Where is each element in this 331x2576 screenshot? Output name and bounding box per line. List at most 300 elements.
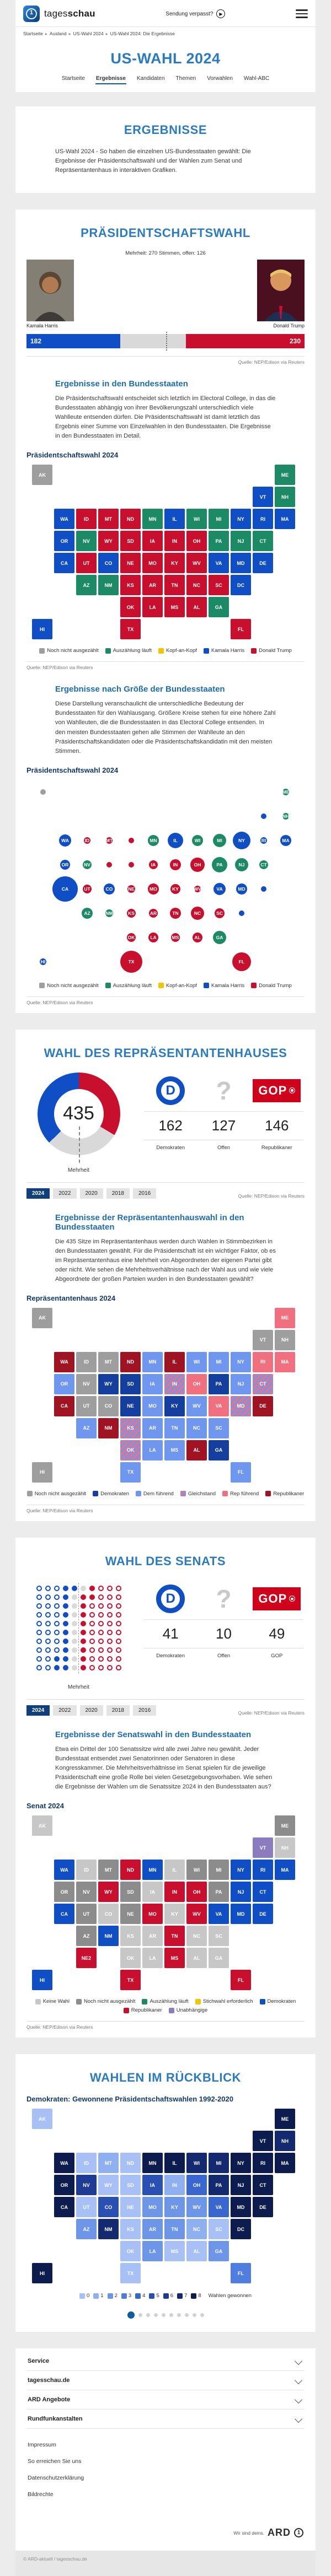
state-tile-NH[interactable]: NH bbox=[275, 1837, 295, 1858]
state-tile-KY[interactable]: KY bbox=[164, 553, 185, 573]
footer-link-so-erreichen-sie-uns[interactable]: So erreichen Sie uns bbox=[28, 2458, 82, 2465]
state-tile-FL[interactable]: FL bbox=[231, 1970, 251, 1990]
state-tile-AZ[interactable]: AZ bbox=[76, 1418, 97, 1438]
state-tile-ND[interactable]: ND bbox=[120, 1860, 141, 1880]
breadcrumb-item[interactable]: US-Wahl 2024: Die Ergebnisse bbox=[110, 31, 175, 36]
pager-dot-9[interactable] bbox=[193, 2313, 196, 2317]
state-tile-IL[interactable]: IL bbox=[164, 1352, 185, 1372]
footer-link-impressum[interactable]: Impressum bbox=[28, 2442, 56, 2449]
state-tile-GA[interactable]: GA bbox=[209, 597, 229, 617]
state-tile-CT[interactable]: CT bbox=[253, 1374, 273, 1394]
state-tile-IN[interactable]: IN bbox=[164, 2175, 185, 2195]
state-tile-ND[interactable]: ND bbox=[120, 509, 141, 529]
footer-accordion-service[interactable] bbox=[26, 2352, 305, 2371]
state-tile-UT[interactable]: UT bbox=[76, 553, 97, 573]
state-tile-ME[interactable]: ME bbox=[275, 465, 295, 485]
state-tile-OH[interactable]: OH bbox=[186, 1882, 207, 1902]
state-tile-WA[interactable]: WA bbox=[54, 1860, 74, 1880]
state-tile-MO[interactable]: MO bbox=[142, 553, 163, 573]
state-tile-MS[interactable]: MS bbox=[164, 1948, 185, 1968]
state-tile-UT[interactable]: UT bbox=[76, 1396, 97, 1416]
state-tile-OR[interactable]: OR bbox=[54, 1374, 74, 1394]
state-tile-MI[interactable]: MI bbox=[209, 2153, 229, 2173]
state-tile-NV[interactable]: NV bbox=[76, 531, 97, 551]
state-tile-HI[interactable]: HI bbox=[32, 2263, 52, 2283]
pager-dot-7[interactable] bbox=[177, 2313, 181, 2317]
state-bubble-WA[interactable]: WA bbox=[59, 834, 71, 847]
state-bubble-NM[interactable]: NM bbox=[105, 910, 113, 916]
state-bubble-IN[interactable]: IN bbox=[170, 859, 181, 870]
tab-startseite[interactable]: Startseite bbox=[61, 76, 85, 82]
state-tile-DE[interactable]: DE bbox=[253, 1904, 273, 1924]
year-chip-2018[interactable]: 2018 bbox=[106, 1705, 130, 1716]
state-tile-TX[interactable]: TX bbox=[120, 1462, 141, 1483]
state-tile-OH[interactable]: OH bbox=[186, 1374, 207, 1394]
state-bubble-NH[interactable]: NH bbox=[282, 813, 290, 819]
breadcrumb-item[interactable]: US-Wahl 2024 bbox=[73, 31, 104, 36]
footer-link-datenschutzerkl-rung[interactable]: Datenschutzerklärung bbox=[28, 2475, 84, 2482]
state-tile-NE[interactable]: NE bbox=[120, 1904, 141, 1924]
state-bubble-DC[interactable] bbox=[239, 910, 244, 916]
state-tile-MA[interactable]: MA bbox=[275, 1352, 295, 1372]
state-tile-IN[interactable]: IN bbox=[164, 1882, 185, 1902]
state-tile-IL[interactable]: IL bbox=[164, 2153, 185, 2173]
state-tile-WI[interactable]: WI bbox=[186, 2153, 207, 2173]
state-tile-SC[interactable]: SC bbox=[209, 2219, 229, 2239]
state-bubble-WV[interactable]: WV bbox=[194, 886, 201, 892]
state-bubble-SC[interactable]: SC bbox=[215, 908, 225, 918]
state-tile-KS[interactable]: KS bbox=[120, 575, 141, 595]
state-tile-NJ[interactable]: NJ bbox=[231, 1374, 251, 1394]
state-tile-CT[interactable]: CT bbox=[253, 2175, 273, 2195]
state-tile-WA[interactable]: WA bbox=[54, 1352, 74, 1372]
state-tile-TN[interactable]: TN bbox=[164, 1926, 185, 1946]
pager-dot-5[interactable] bbox=[162, 2313, 166, 2317]
state-tile-RI[interactable]: RI bbox=[253, 509, 273, 529]
state-bubble-NE[interactable]: NE bbox=[128, 886, 135, 892]
pager-dot-6[interactable] bbox=[169, 2313, 173, 2317]
state-tile-OH[interactable]: OH bbox=[186, 531, 207, 551]
state-tile-GA[interactable]: GA bbox=[209, 1948, 229, 1968]
state-tile-ND[interactable]: ND bbox=[120, 1352, 141, 1372]
state-tile-MT[interactable]: MT bbox=[98, 2153, 119, 2173]
state-bubble-VT[interactable] bbox=[261, 813, 266, 819]
state-tile-MN[interactable]: MN bbox=[142, 1860, 163, 1880]
state-tile-MS[interactable]: MS bbox=[164, 1440, 185, 1461]
state-bubble-NV[interactable]: NV bbox=[83, 860, 92, 869]
state-tile-TN[interactable]: TN bbox=[164, 1418, 185, 1438]
state-tile-DE[interactable]: DE bbox=[253, 2197, 273, 2217]
state-tile-OR[interactable]: OR bbox=[54, 1882, 74, 1902]
state-tile-GA[interactable]: GA bbox=[209, 2241, 229, 2261]
state-tile-AL[interactable]: AL bbox=[186, 1440, 207, 1461]
pager-dot-8[interactable] bbox=[185, 2313, 189, 2317]
state-bubble-UT[interactable]: UT bbox=[83, 885, 92, 893]
state-tile-NM[interactable]: NM bbox=[98, 1926, 119, 1946]
state-tile-AK[interactable]: AK bbox=[32, 1308, 52, 1328]
state-tile-MT[interactable]: MT bbox=[98, 1352, 119, 1372]
state-tile-KS[interactable]: KS bbox=[120, 2219, 141, 2239]
state-bubble-DE[interactable] bbox=[261, 886, 266, 892]
pager-dot-4[interactable] bbox=[154, 2313, 158, 2317]
state-tile-AZ[interactable]: AZ bbox=[76, 1926, 97, 1946]
state-tile-NV[interactable]: NV bbox=[76, 1882, 97, 1902]
state-tile-AK[interactable]: AK bbox=[32, 465, 52, 485]
footer-accordion-ard-angebote[interactable] bbox=[26, 2390, 305, 2410]
state-tile-MO[interactable]: MO bbox=[142, 2197, 163, 2217]
state-tile-KS[interactable]: KS bbox=[120, 1926, 141, 1946]
state-tile-OR[interactable]: OR bbox=[54, 531, 74, 551]
state-tile-NY[interactable]: NY bbox=[231, 1860, 251, 1880]
state-bubble-ME[interactable]: ME bbox=[282, 789, 290, 795]
state-tile-VT[interactable]: VT bbox=[253, 487, 273, 507]
state-tile-IA[interactable]: IA bbox=[142, 531, 163, 551]
state-tile-CO[interactable]: CO bbox=[98, 553, 119, 573]
senate-seat-99 bbox=[107, 1665, 113, 1670]
tab-ergebnisse[interactable]: Ergebnisse bbox=[95, 74, 126, 84]
state-tile-KY[interactable]: KY bbox=[164, 1904, 185, 1924]
state-bubble-MO[interactable]: MO bbox=[148, 883, 159, 894]
state-bubble-SD[interactable] bbox=[129, 862, 134, 867]
breadcrumb-separator-icon: ▸ bbox=[105, 31, 108, 36]
state-tile-CO[interactable]: CO bbox=[98, 1904, 119, 1924]
state-tile-WV[interactable]: WV bbox=[186, 1396, 207, 1416]
state-tile-AL[interactable]: AL bbox=[186, 1948, 207, 1968]
pager-dot-1[interactable] bbox=[127, 2311, 135, 2319]
footer-accordion-tagesschau-de[interactable] bbox=[26, 2371, 305, 2390]
year-chip-2020[interactable]: 2020 bbox=[80, 1705, 103, 1716]
state-bubble-CT[interactable]: CT bbox=[259, 860, 268, 869]
state-tile-TN[interactable]: TN bbox=[164, 2219, 185, 2239]
state-tile-AK[interactable]: AK bbox=[32, 1815, 52, 1836]
tab-kandidaten[interactable]: Kandidaten bbox=[136, 76, 165, 82]
state-tile-NJ[interactable]: NJ bbox=[231, 531, 251, 551]
state-bubble-LA[interactable]: LA bbox=[148, 933, 158, 942]
state-bubble-RI[interactable]: RI bbox=[261, 837, 266, 843]
state-tile-AR[interactable]: AR bbox=[142, 575, 163, 595]
state-tile-WI[interactable]: WI bbox=[186, 1860, 207, 1880]
state-tile-DE[interactable]: DE bbox=[253, 1396, 273, 1416]
year-chip-2016[interactable]: 2016 bbox=[133, 1188, 156, 1199]
year-chip-2024[interactable]: 2024 bbox=[26, 1705, 50, 1716]
state-tile-AZ[interactable]: AZ bbox=[76, 575, 97, 595]
pager-dot-10[interactable] bbox=[200, 2313, 204, 2317]
state-tile-LA[interactable]: LA bbox=[142, 1440, 163, 1461]
state-tile-AL[interactable]: AL bbox=[186, 2241, 207, 2261]
tab-vorwahlen[interactable]: Vorwahlen bbox=[207, 76, 233, 82]
state-bubble-MD[interactable]: MD bbox=[236, 883, 247, 894]
state-tile-MT[interactable]: MT bbox=[98, 509, 119, 529]
state-tile-MO[interactable]: MO bbox=[142, 1904, 163, 1924]
state-tile-ND[interactable]: ND bbox=[120, 2153, 141, 2173]
state-tile-WA[interactable]: WA bbox=[54, 509, 74, 529]
legend-swatch-tied bbox=[158, 648, 164, 654]
state-tile-MN[interactable]: MN bbox=[142, 509, 163, 529]
state-tile-NV[interactable]: NV bbox=[76, 1374, 97, 1394]
state-tile-IA[interactable]: IA bbox=[142, 2175, 163, 2195]
year-chip-2022[interactable]: 2022 bbox=[53, 1705, 76, 1716]
state-tile-LA[interactable]: LA bbox=[142, 2241, 163, 2261]
state-tile-NY[interactable]: NY bbox=[231, 1352, 251, 1372]
state-tile-CA[interactable]: CA bbox=[54, 553, 74, 573]
state-tile-AR[interactable]: AR bbox=[142, 2219, 163, 2239]
state-bubble-OK[interactable]: OK bbox=[127, 933, 136, 942]
state-bubble-HI[interactable]: HI bbox=[40, 958, 46, 964]
state-tile-NE[interactable]: NE bbox=[120, 2197, 141, 2217]
state-tile-MD[interactable]: MD bbox=[231, 1904, 251, 1924]
state-tile-WY[interactable]: WY bbox=[98, 531, 119, 551]
state-tile-SC[interactable]: SC bbox=[209, 1926, 229, 1946]
state-tile-DC[interactable]: DC bbox=[231, 575, 251, 595]
state-tile-NC[interactable]: NC bbox=[186, 1418, 207, 1438]
state-tile-OR[interactable]: OR bbox=[54, 2175, 74, 2195]
state-tile-LA[interactable]: LA bbox=[142, 1948, 163, 1968]
state-bubble-TX[interactable]: TX bbox=[120, 951, 142, 973]
state-tile-IL[interactable]: IL bbox=[164, 509, 185, 529]
state-tile-AR[interactable]: AR bbox=[142, 1926, 163, 1946]
state-tile-VT[interactable]: VT bbox=[253, 1330, 273, 1350]
state-tile-SC[interactable]: SC bbox=[209, 1418, 229, 1438]
state-tile-MI[interactable]: MI bbox=[209, 1352, 229, 1372]
state-tile-FL[interactable]: FL bbox=[231, 619, 251, 639]
state-tile-WI[interactable]: WI bbox=[186, 1352, 207, 1372]
state-tile-NM[interactable]: NM bbox=[98, 575, 119, 595]
state-tile-AZ[interactable]: AZ bbox=[76, 2219, 97, 2239]
state-tile-NV[interactable]: NV bbox=[76, 2175, 97, 2195]
footer-link-bildrechte[interactable]: Bildrechte bbox=[28, 2491, 54, 2498]
state-tile-TX[interactable]: TX bbox=[120, 2263, 141, 2283]
state-tile-NH[interactable]: NH bbox=[275, 1330, 295, 1350]
state-tile-CA[interactable]: CA bbox=[54, 2197, 74, 2217]
state-tile-VA[interactable]: VA bbox=[209, 553, 229, 573]
state-tile-KY[interactable]: KY bbox=[164, 2197, 185, 2217]
state-tile-DC[interactable]: DC bbox=[231, 2219, 251, 2239]
state-tile-NY[interactable]: NY bbox=[231, 509, 251, 529]
state-bubble-ID[interactable]: ID bbox=[84, 837, 90, 843]
state-tile-TN[interactable]: TN bbox=[164, 575, 185, 595]
state-tile-PA[interactable]: PA bbox=[209, 1882, 229, 1902]
state-tile-ME[interactable]: ME bbox=[275, 1308, 295, 1328]
state-tile-CA[interactable]: CA bbox=[54, 1904, 74, 1924]
state-tile-TX[interactable]: TX bbox=[120, 1970, 141, 1990]
state-tile-VA[interactable]: VA bbox=[209, 1396, 229, 1416]
state-tile-IN[interactable]: IN bbox=[164, 531, 185, 551]
state-bubble-MN[interactable]: MN bbox=[148, 835, 159, 846]
state-tile-MN[interactable]: MN bbox=[142, 2153, 163, 2173]
state-tile-CO[interactable]: CO bbox=[98, 1396, 119, 1416]
state-tile-MS[interactable]: MS bbox=[164, 597, 185, 617]
state-tile-ID[interactable]: ID bbox=[76, 1860, 97, 1880]
state-tile-IA[interactable]: IA bbox=[142, 1374, 163, 1394]
state-tile-WI[interactable]: WI bbox=[186, 509, 207, 529]
state-bubble-AR[interactable]: AR bbox=[149, 909, 158, 918]
state-bubble-MA[interactable]: MA bbox=[280, 835, 291, 846]
state-tile-PA[interactable]: PA bbox=[209, 2175, 229, 2195]
state-tile-ID[interactable]: ID bbox=[76, 1352, 97, 1372]
state-bubble-MI[interactable]: MI bbox=[213, 834, 226, 847]
footer-accordion-rundfunkanstalten[interactable] bbox=[26, 2410, 305, 2429]
state-bubble-NY[interactable]: NY bbox=[233, 832, 250, 849]
state-bubble-TN[interactable]: TN bbox=[170, 908, 181, 919]
state-bubble-VA[interactable]: VA bbox=[213, 883, 226, 895]
state-tile-IL[interactable]: IL bbox=[164, 1860, 185, 1880]
state-bubble-AL[interactable]: AL bbox=[193, 933, 202, 942]
state-tile-MS[interactable]: MS bbox=[164, 2241, 185, 2261]
state-tile-WV[interactable]: WV bbox=[186, 1904, 207, 1924]
pager-dot-2[interactable] bbox=[138, 2313, 142, 2317]
state-bubble-WY[interactable] bbox=[106, 862, 112, 867]
state-bubble-ND[interactable] bbox=[129, 838, 134, 843]
state-tile-UT[interactable]: UT bbox=[76, 1904, 97, 1924]
state-tile-KY[interactable]: KY bbox=[164, 1396, 185, 1416]
state-tile-SD[interactable]: SD bbox=[120, 2175, 141, 2195]
state-tile-ID[interactable]: ID bbox=[76, 2153, 97, 2173]
state-tile-VT[interactable]: VT bbox=[253, 1837, 273, 1858]
state-tile-SC[interactable]: SC bbox=[209, 575, 229, 595]
state-tile-MN[interactable]: MN bbox=[142, 1352, 163, 1372]
state-tile-HI[interactable]: HI bbox=[32, 619, 52, 639]
state-tile-NJ[interactable]: NJ bbox=[231, 2175, 251, 2195]
year-chip-2018[interactable]: 2018 bbox=[106, 1188, 130, 1199]
state-tile-FL[interactable]: FL bbox=[231, 2263, 251, 2283]
state-tile-OK[interactable]: OK bbox=[120, 1440, 141, 1461]
state-tile-MA[interactable]: MA bbox=[275, 2153, 295, 2173]
state-tile-SD[interactable]: SD bbox=[120, 1374, 141, 1394]
state-bubble-MT[interactable]: MT bbox=[105, 837, 113, 843]
state-tile-WY[interactable]: WY bbox=[98, 1374, 119, 1394]
scale-step-8 bbox=[191, 2293, 201, 2299]
state-tile-CT[interactable]: CT bbox=[253, 531, 273, 551]
state-tile-RI[interactable]: RI bbox=[253, 1352, 273, 1372]
state-bubble-NJ[interactable]: NJ bbox=[235, 858, 248, 871]
state-tile-ME[interactable]: ME bbox=[275, 2109, 295, 2129]
state-tile-PA[interactable]: PA bbox=[209, 531, 229, 551]
state-tile-MI[interactable]: MI bbox=[209, 1860, 229, 1880]
state-tile-NC[interactable]: NC bbox=[186, 575, 207, 595]
state-bubble-OH[interactable]: OH bbox=[190, 858, 205, 872]
state-tile-IA[interactable]: IA bbox=[142, 1882, 163, 1902]
state-tile-IN[interactable]: IN bbox=[164, 1374, 185, 1394]
state-tile-WY[interactable]: WY bbox=[98, 2175, 119, 2195]
state-bubble-AK[interactable] bbox=[40, 789, 46, 795]
tab-themen[interactable]: Themen bbox=[175, 76, 196, 82]
state-tile-WV[interactable]: WV bbox=[186, 553, 207, 573]
state-tile-MA[interactable]: MA bbox=[275, 1860, 295, 1880]
state-tile-PA[interactable]: PA bbox=[209, 1374, 229, 1394]
state-tile-NJ[interactable]: NJ bbox=[231, 1882, 251, 1902]
state-bubble-GA[interactable]: GA bbox=[213, 931, 226, 944]
state-tile-VT[interactable]: VT bbox=[253, 2131, 273, 2151]
state-tile-WV[interactable]: WV bbox=[186, 2197, 207, 2217]
year-chip-2022[interactable]: 2022 bbox=[53, 1188, 76, 1199]
state-bubble-FL[interactable]: FL bbox=[232, 952, 251, 971]
state-tile-HI[interactable]: HI bbox=[32, 1970, 52, 1990]
state-bubble-CO[interactable]: CO bbox=[104, 883, 115, 894]
state-tile-RI[interactable]: RI bbox=[253, 1860, 273, 1880]
state-tile-MI[interactable]: MI bbox=[209, 509, 229, 529]
state-tile-OK[interactable]: OK bbox=[120, 597, 141, 617]
state-tile-NC[interactable]: NC bbox=[186, 1926, 207, 1946]
state-tile-MT[interactable]: MT bbox=[98, 1860, 119, 1880]
state-tile-NE[interactable]: NE bbox=[120, 553, 141, 573]
state-tile-FL[interactable]: FL bbox=[231, 1462, 251, 1483]
state-tile-CT[interactable]: CT bbox=[253, 1882, 273, 1902]
state-tile-NE[interactable]: NE bbox=[120, 1396, 141, 1416]
play-icon[interactable]: ▶ bbox=[216, 9, 225, 18]
state-tile-SD[interactable]: SD bbox=[120, 1882, 141, 1902]
year-chip-2024[interactable]: 2024 bbox=[26, 1188, 50, 1199]
state-tile-UT[interactable]: UT bbox=[76, 2197, 97, 2217]
state-tile-OH[interactable]: OH bbox=[186, 2175, 207, 2195]
state-tile-TX[interactable]: TX bbox=[120, 619, 141, 639]
state-bubble-PA[interactable]: PA bbox=[212, 857, 227, 872]
state-tile-AK[interactable]: AK bbox=[32, 2109, 52, 2129]
state-tile-DE[interactable]: DE bbox=[253, 553, 273, 573]
state-tile-CA[interactable]: CA bbox=[54, 1396, 74, 1416]
tagesschau-logo[interactable] bbox=[23, 6, 95, 22]
state-bubble-CA[interactable]: CA bbox=[52, 876, 78, 902]
state-tile-OK[interactable]: OK bbox=[120, 1948, 141, 1968]
state-tile-MD[interactable]: MD bbox=[231, 1396, 251, 1416]
state-tile-SD[interactable]: SD bbox=[120, 531, 141, 551]
state-bubble-NC[interactable]: NC bbox=[191, 907, 204, 920]
state-tile-NH[interactable]: NH bbox=[275, 2131, 295, 2151]
year-chip-2020[interactable]: 2020 bbox=[80, 1188, 103, 1199]
state-bubble-IL[interactable]: IL bbox=[168, 833, 183, 848]
state-tile-LA[interactable]: LA bbox=[142, 597, 163, 617]
breadcrumb-item[interactable]: Startseite bbox=[23, 31, 43, 36]
state-tile-VA[interactable]: VA bbox=[209, 2197, 229, 2217]
state-tile-NE2[interactable]: NE2 bbox=[76, 1948, 97, 1968]
pager-dot-3[interactable] bbox=[146, 2313, 150, 2317]
state-tile-KS[interactable]: KS bbox=[120, 1418, 141, 1438]
state-tile-NY[interactable]: NY bbox=[231, 2153, 251, 2173]
state-bubble-IA[interactable]: IA bbox=[149, 860, 158, 869]
state-bubble-OR[interactable]: OR bbox=[60, 860, 70, 870]
hamburger-menu-icon[interactable] bbox=[296, 9, 308, 18]
state-bubble-WI[interactable]: WI bbox=[192, 835, 203, 846]
state-bubble-AZ[interactable]: AZ bbox=[82, 908, 93, 919]
tab-wahl-abc[interactable]: Wahl-ABC bbox=[243, 76, 270, 82]
state-tile-WA[interactable]: WA bbox=[54, 2153, 74, 2173]
state-tile-AR[interactable]: AR bbox=[142, 1418, 163, 1438]
state-bubble-MS[interactable]: MS bbox=[171, 933, 180, 942]
state-bubble-KS[interactable]: KS bbox=[127, 909, 136, 918]
state-tile-NM[interactable]: NM bbox=[98, 1418, 119, 1438]
state-bubble-KY[interactable]: KY bbox=[170, 884, 180, 894]
state-tile-ME[interactable]: ME bbox=[275, 1815, 295, 1836]
state-tile-MD[interactable]: MD bbox=[231, 2197, 251, 2217]
state-tile-GA[interactable]: GA bbox=[209, 1440, 229, 1461]
year-chip-2016[interactable]: 2016 bbox=[133, 1705, 156, 1716]
state-tile-CO[interactable]: CO bbox=[98, 2197, 119, 2217]
state-tile-NC[interactable]: NC bbox=[186, 2219, 207, 2239]
missed-show-button[interactable] bbox=[166, 9, 225, 18]
state-tile-RI[interactable]: RI bbox=[253, 2153, 273, 2173]
state-tile-MO[interactable]: MO bbox=[142, 1396, 163, 1416]
breadcrumb-item[interactable]: Ausland bbox=[49, 31, 67, 36]
state-tile-OK[interactable]: OK bbox=[120, 2241, 141, 2261]
state-tile-WY[interactable]: WY bbox=[98, 1882, 119, 1902]
state-tile-MD[interactable]: MD bbox=[231, 553, 251, 573]
state-tile-MA[interactable]: MA bbox=[275, 509, 295, 529]
state-tile-VA[interactable]: VA bbox=[209, 1904, 229, 1924]
state-tile-HI[interactable]: HI bbox=[32, 1462, 52, 1483]
state-tile-AL[interactable]: AL bbox=[186, 597, 207, 617]
state-tile-NH[interactable]: NH bbox=[275, 487, 295, 507]
state-tile-ID[interactable]: ID bbox=[76, 509, 97, 529]
state-tile-NM[interactable]: NM bbox=[98, 2219, 119, 2239]
